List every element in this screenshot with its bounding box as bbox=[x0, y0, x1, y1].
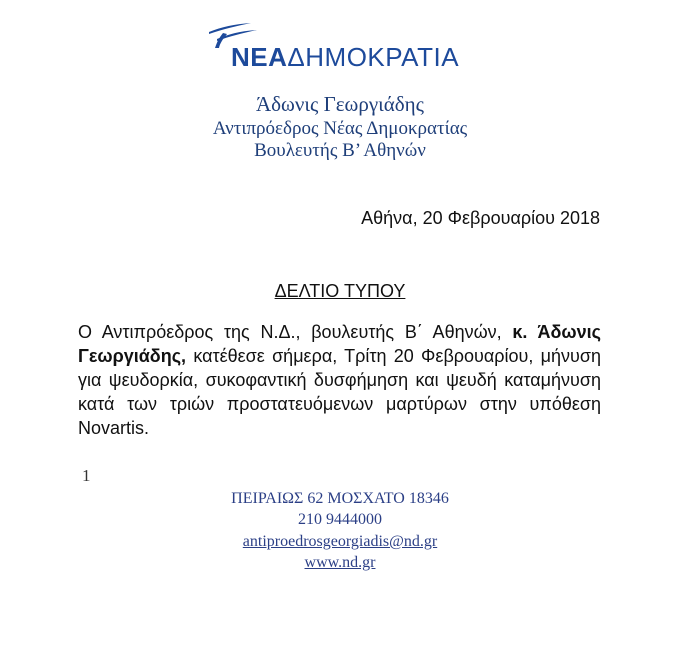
press-release-body bbox=[78, 320, 601, 440]
sender-role: Αντιπρόεδρος Νέας Δημοκρατίας bbox=[212, 118, 468, 139]
footer-email-link[interactable]: antiproedrosgeorgiadis@nd.gr bbox=[242, 533, 438, 550]
logo-light-text: ΔΗΜΟΚΡΑΤΙΑ bbox=[287, 42, 460, 72]
nd-logo bbox=[205, 20, 465, 70]
press-release-title: ΔΕΛΤΙΟ ΤΥΠΟΥ bbox=[274, 281, 406, 301]
footer-address: ΠΕΙΡΑΙΩΣ 62 ΜΟΣΧΑΤΟ 18346 bbox=[231, 490, 449, 507]
logo-wordmark bbox=[231, 42, 459, 73]
document-date: Αθήνα, 20 Φεβρουαρίου 2018 bbox=[361, 208, 600, 228]
footer-website-link[interactable]: www.nd.gr bbox=[304, 554, 376, 571]
page-number: 1 bbox=[82, 466, 91, 485]
sender-mp: Βουλευτής Β’ Αθηνών bbox=[254, 140, 426, 161]
footer-phone: 210 9444000 bbox=[298, 511, 382, 528]
body-part-1: Ο Αντιπρόεδρος της Ν.Δ., βουλευτής Β΄ Αθηνών, bbox=[78, 322, 513, 342]
sender-name: Άδωνις Γεωργιάδης bbox=[256, 92, 424, 116]
logo-bold-text: ΝΕΑ bbox=[231, 42, 288, 72]
body-bold-name: κ. Άδωνις Γεωργιάδης, bbox=[78, 322, 601, 366]
body-part-2: κατέθεσε σήμερα, Τρίτη 20 Φεβρουαρίου, μήνυση για ψευδορκία, συκοφαντική δυσφήμηση και ψευδή καταμήνυση κατά των τριών προστατευόμενων μαρτύρων στην υπόθεση Novartis. bbox=[78, 346, 601, 438]
